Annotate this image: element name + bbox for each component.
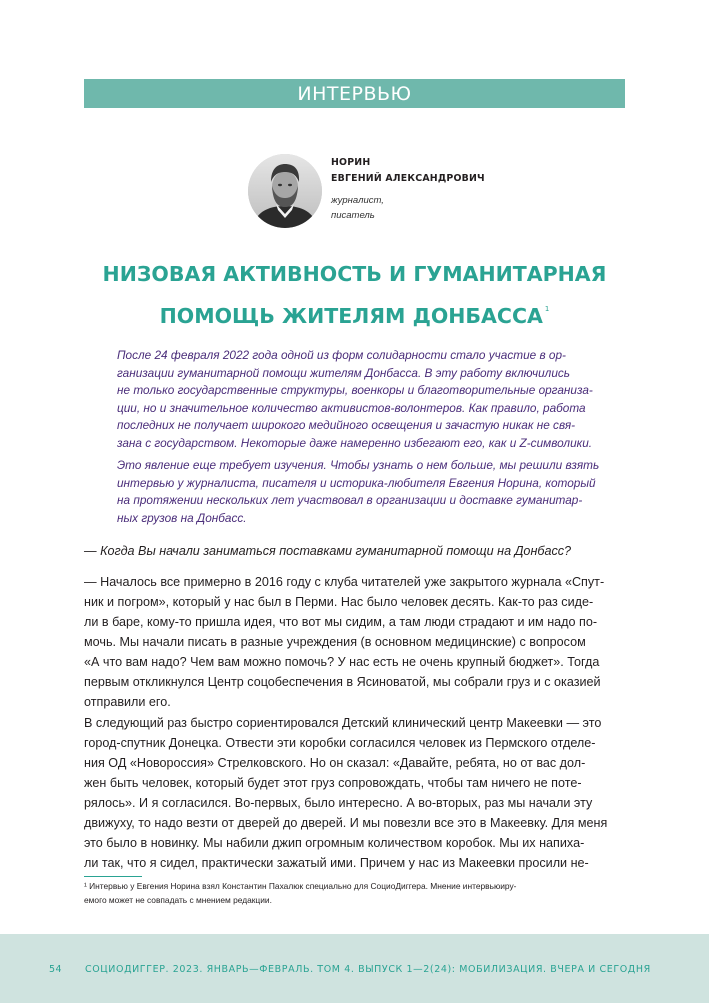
lead-line: интервью у журналиста, писателя и историка-любителя Евгения Норина, который — [117, 475, 596, 490]
body-line: жен быть человек, который будет этот груз сопровождать, чтобы там ничего не поте- — [84, 776, 582, 790]
body-line: мочь. Мы начали писать в разные учреждения (в основном медицинские) с вопросом — [84, 635, 586, 649]
lead-line: ции, но и значительное количество активистов-волонтеров. Как правило, работа — [117, 400, 586, 415]
body-line: первым откликнулся Центр соцобеспечения в Ясиноватой, мы собрали груз и с оказией — [84, 675, 601, 689]
author-role-line: журналист, — [331, 195, 384, 206]
title-line: НИЗОВАЯ АКТИВНОСТЬ И ГУМАНИТАРНАЯ — [102, 262, 607, 286]
footnote-line: ¹ Интервью у Евгения Норина взял Константин Пахалюк специально для СоциоДиггера. Мнение интервьюиру- — [84, 881, 517, 891]
title-footnote-link[interactable]: 1 — [544, 305, 550, 313]
body-line: отправили его. — [84, 695, 171, 709]
title-line: ПОМОЩЬ ЖИТЕЛЯМ ДОНБАССА — [159, 304, 543, 328]
lead-line: Это явление еще требует изучения. Чтобы узнать о нем больше, мы решили взять — [117, 458, 600, 472]
body-line: движуху, то надо везти от дверей до дверей. И мы повезли все это в Макеевку. Для меня — [84, 816, 608, 830]
interview-question: — Когда Вы начали заниматься поставками гуманитарной помощи на Донбасс? — [84, 544, 572, 558]
author-given-name: ЕВГЕНИЙ АЛЕКСАНДРОВИЧ — [331, 173, 485, 184]
lead-line: ганизации гуманитарной помощи жителям Донбасса. В эту работу включились — [117, 365, 570, 380]
body-line: В следующий раз быстро сориентировался Детский клинический центр Макеевки — это — [84, 716, 602, 730]
lead-paragraph — [117, 347, 595, 452]
footnote — [84, 880, 629, 907]
author-surname: НОРИН — [331, 157, 371, 168]
lead-line: последних не получает широкого медийного освещения и зачастую никак не свя- — [117, 418, 576, 432]
body-line: ник и погром», который у нас был в Перми. Нас было человек десять. Как-то раз сиде- — [84, 595, 594, 609]
running-footer: СОЦИОДИГГЕР. 2023. ЯНВАРЬ—ФЕВРАЛЬ. ТОМ 4. ВЫПУСК 1—2(24): МОБИЛИЗАЦИЯ. ВЧЕРА И СЕГОДНЯ — [85, 964, 651, 975]
author-portrait-image — [248, 154, 322, 228]
author-photo — [248, 154, 322, 228]
lead-line: не только государственные структуры, военкоры и благотворительные организа- — [117, 383, 593, 397]
body-line: ли так, что я сидел, практически зажатый ими. Причем у нас из Макеевки просили не- — [84, 856, 589, 870]
lead-line: ных грузов на Донбасс. — [117, 510, 247, 525]
section-banner — [84, 79, 625, 108]
author-role — [331, 193, 451, 223]
lead-line: После 24 февраля 2022 года одной из форм солидарности стало участие в ор- — [117, 348, 566, 362]
footnote-divider — [84, 876, 142, 877]
body-line: ли в баре, кому-то пришла идея, что вот мы сидим, а там люди страдают и им надо по- — [84, 615, 598, 629]
body-line: рялось». И я согласился. Во-первых, было интересно. А во-вторых, раз мы начали эту — [84, 796, 593, 810]
page-number: 54 — [49, 964, 63, 975]
body-line: ния ОД «Новороссия» Стрелковского. Но он сказал: «Давайте, ребята, но от вас дол- — [84, 756, 586, 770]
page-footer — [0, 934, 709, 1003]
title-line-with-note — [40, 292, 669, 334]
author-name — [331, 155, 591, 187]
interview-answer-paragraph — [84, 713, 629, 873]
author-role-line: писатель — [331, 210, 375, 221]
article-title — [40, 257, 669, 334]
body-line: — Началось все примерно в 2016 году с клуба читателей уже закрытого журнала «Спут- — [84, 575, 605, 589]
lead-paragraph — [117, 457, 600, 527]
lead-line: зана с государством. Некоторые даже намеренно избегают его, как и Z-символики. — [117, 435, 593, 450]
footnote-line: емого может не совпадать с мнением редакции. — [84, 894, 272, 905]
interview-answer-paragraph — [84, 572, 629, 712]
body-line: это было в новинку. Мы набили джип огромным количеством коробок. Мы их напиха- — [84, 836, 585, 850]
section-label: ИНТЕРВЬЮ — [297, 82, 412, 105]
body-line: город-спутник Донецка. Отвести эти коробки согласился человек из Пермского отделе- — [84, 736, 596, 750]
body-line: «А что вам надо? Чем вам можно помочь? У нас есть не очень крупный бюджет». Тогда — [84, 655, 600, 669]
lead-line: на протяжении нескольких лет участвовал в организации и доставке гуманитар- — [117, 493, 583, 507]
